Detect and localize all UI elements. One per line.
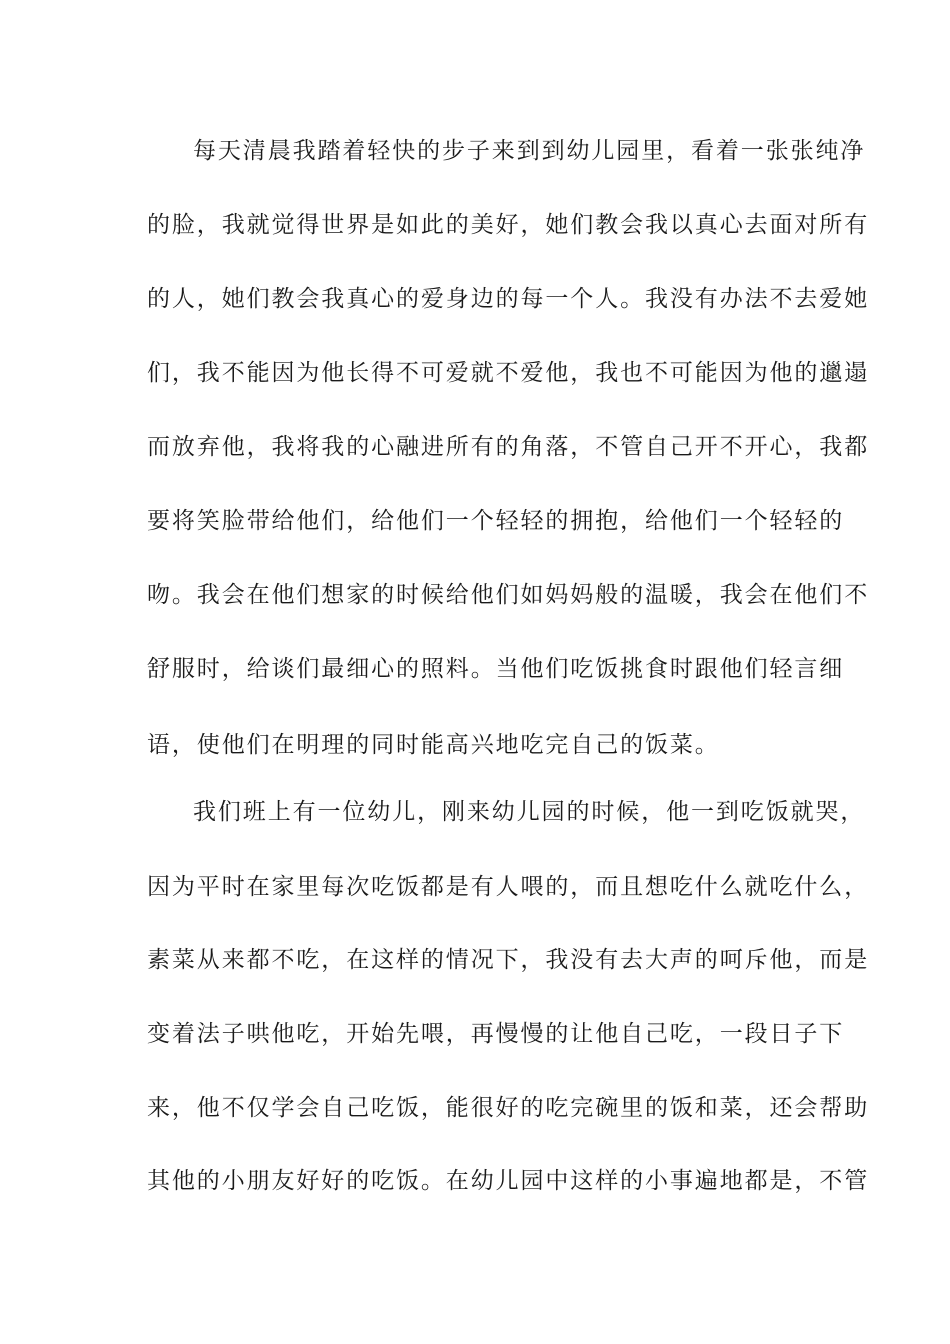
paragraph-1-line-3: 的人，她们教会我真心的爱身边的每一个人。我没有办法不去爱她 [147, 286, 870, 312]
paragraph-1-line-8: 舒服时，给谈们最细心的照料。当他们吃饭挑食时跟他们轻言细 [147, 656, 845, 682]
paragraph-2-line-3: 素菜从来都不吃，在这样的情况下，我没有去大声的呵斥他，而是 [147, 947, 870, 973]
paragraph-1-line-6: 要将笑脸带给他们，给他们一个轻轻的拥抱，给他们一个轻轻的 [147, 508, 845, 534]
paragraph-1-line-2: 的脸，我就觉得世界是如此的美好，她们教会我以真心去面对所有 [147, 212, 870, 238]
paragraph-2-line-4: 变着法子哄他吃，开始先喂，再慢慢的让他自己吃，一段日子下 [147, 1021, 845, 1047]
paragraph-2-line-1: 我们班上有一位幼儿，刚来幼儿园的时候，他一到吃饭就哭， [193, 799, 866, 825]
paragraph-2-line-5: 来，他不仅学会自己吃饭，能很好的吃完碗里的饭和菜，还会帮助 [147, 1095, 870, 1121]
paragraph-2-line-6: 其他的小朋友好好的吃饭。在幼儿园中这样的小事遍地都是，不管 [147, 1168, 870, 1194]
paragraph-1-line-4: 们，我不能因为他长得不可爱就不爱他，我也不可能因为他的邋遢 [147, 360, 870, 386]
paragraph-1-line-9: 语，使他们在明理的同时能高兴地吃完自己的饭菜。 [147, 732, 720, 758]
paragraph-1-line-7: 吻。我会在他们想家的时候给他们如妈妈般的温暖，我会在他们不 [147, 582, 870, 608]
paragraph-2-line-2: 因为平时在家里每次吃饭都是有人喂的，而且想吃什么就吃什么， [147, 874, 870, 900]
paragraph-1-line-1: 每天清晨我踏着轻快的步子来到到幼儿园里，看着一张张纯净 [193, 138, 866, 164]
paragraph-1-line-5: 而放弃他，我将我的心融进所有的角落，不管自己开不开心，我都 [147, 434, 870, 460]
